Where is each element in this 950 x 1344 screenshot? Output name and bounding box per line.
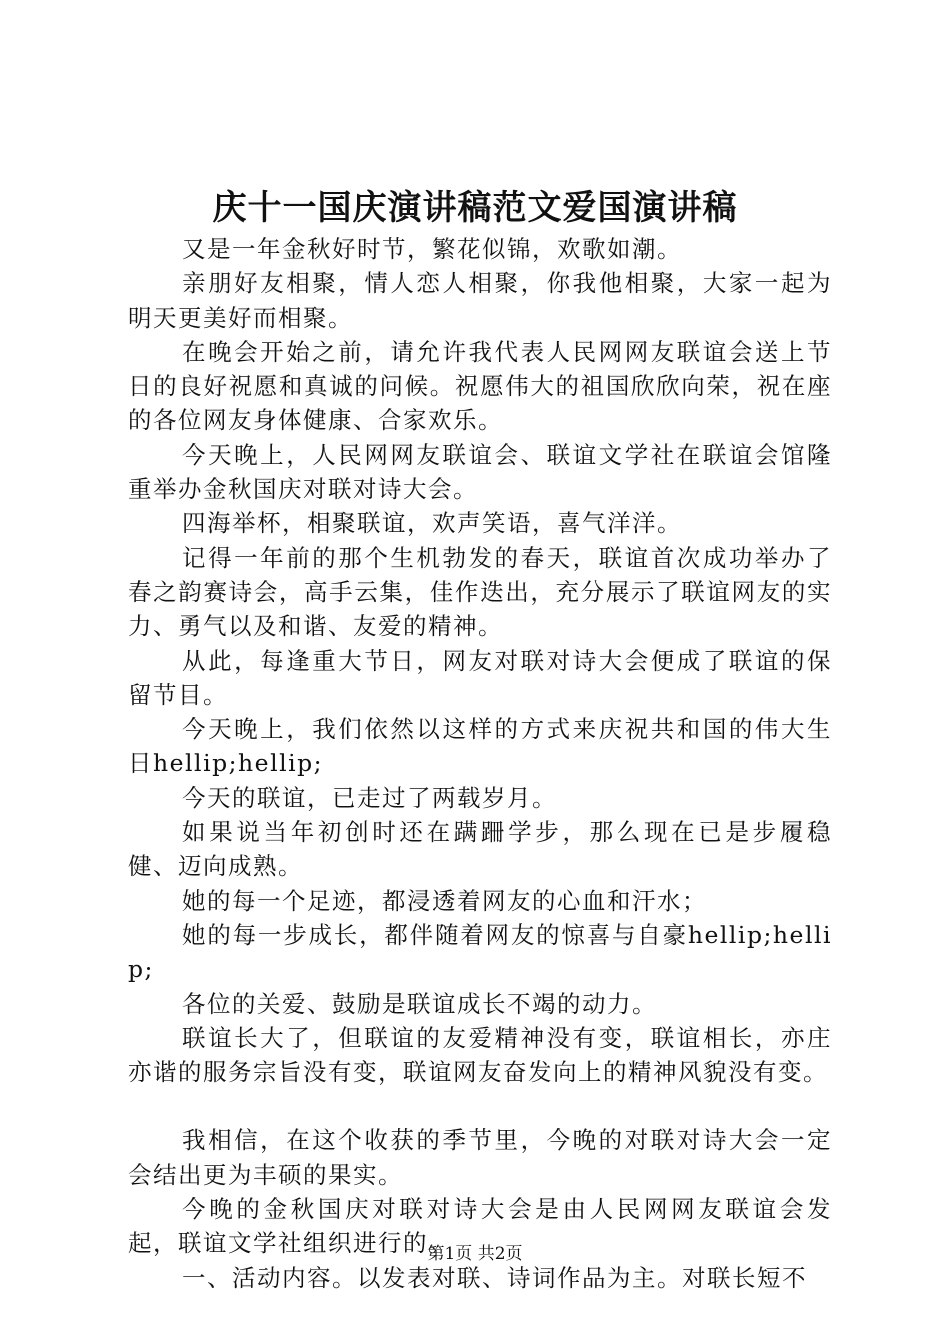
paragraph: 四海举杯，相聚联谊，欢声笑语，喜气洋洋。 (182, 509, 683, 538)
paragraph: 记得一年前的那个生机勃发的春天，联谊首次成功举办了春之韵赛诗会，高手云集，佳作迭出，充分展示了联谊网友的实力、勇气以及和谐、友爱的精神。 (128, 543, 832, 641)
page-number: 第1页 共2页 (427, 1244, 523, 1264)
paragraph: 她的每一个足迹，都浸透着网友的心血和汗水； (182, 886, 708, 915)
paragraph: 她的每一步成长，都伴随着网友的惊喜与自豪hellip;hellip; (128, 920, 832, 984)
paragraph: 今晚的金秋国庆对联对诗大会是由人民网网友联谊会发起，联谊文学社组织进行的。 (128, 1195, 832, 1258)
document-body (128, 232, 832, 1295)
document-title: 庆十一国庆演讲稿范文爱国演讲稿 (212, 188, 738, 228)
paragraph: 又是一年金秋好时节，繁花似锦，欢歌如潮。 (182, 235, 683, 263)
paragraph: 从此，每逢重大节日，网友对联对诗大会便成了联谊的保留节目。 (128, 646, 832, 709)
paragraph: 今天的联谊，已走过了两载岁月。 (182, 783, 558, 812)
paragraph: 在晚会开始之前，请允许我代表人民网网友联谊会送上节日的良好祝愿和真诚的问候。祝愿伟大的祖国欣欣向荣，祝在座的各位网友身体健康、合家欢乐。 (128, 337, 832, 435)
paragraph: 如果说当年初创时还在蹒跚学步，那么现在已是步履稳健、迈向成熟。 (128, 818, 832, 881)
paragraph: 我相信，在这个收获的季节里，今晚的对联对诗大会一定会结出更为丰硕的果实。 (128, 1126, 832, 1189)
paragraph: 亲朋好友相聚，情人恋人相聚，你我他相聚，大家一起为明天更美好而相聚。 (128, 269, 832, 332)
paragraph: 一、活动内容。以发表对联、诗词作品为主。对联长短不 (182, 1263, 808, 1292)
paragraph: 今天晚上，我们依然以这样的方式来庆祝共和国的伟大生日hellip;hellip; (128, 715, 832, 778)
paragraph: 今天晚上，人民网网友联谊会、联谊文学社在联谊会馆隆重举办金秋国庆对联对诗大会。 (128, 440, 832, 504)
paragraph: 各位的关爱、鼓励是联谊成长不竭的动力。 (182, 989, 658, 1018)
paragraph: 联谊长大了，但联谊的友爱精神没有变，联谊相长，亦庄亦谐的服务宗旨没有变，联谊网友奋发向上的精神风貌没有变。 (128, 1023, 832, 1087)
